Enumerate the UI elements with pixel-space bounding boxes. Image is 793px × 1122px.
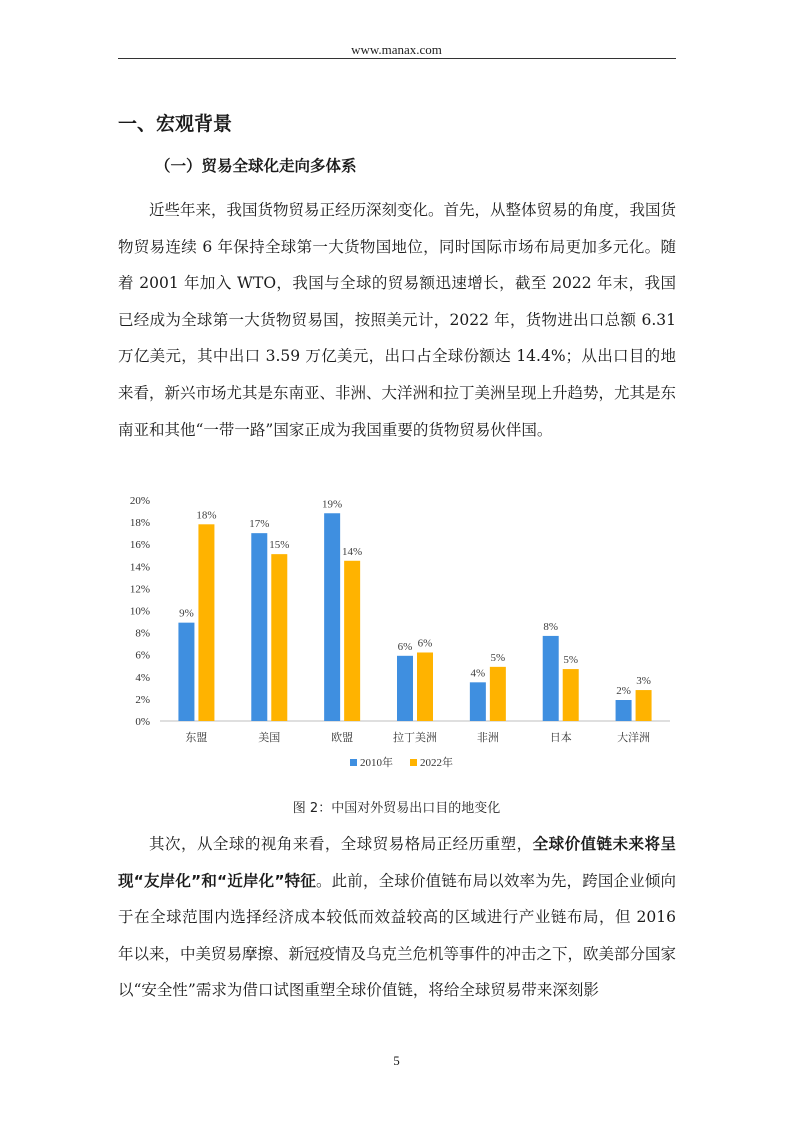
page-number: 5 <box>393 1053 400 1068</box>
bar-2022 <box>490 667 506 721</box>
header-divider <box>118 58 676 59</box>
x-tick-label: 非洲 <box>476 732 499 744</box>
paragraph-2-bold: 全球价值链未来将呈现“友岸化”和“近岸化”特征 <box>118 835 676 890</box>
y-tick-label: 2% <box>135 693 150 706</box>
data-label: 17% <box>249 518 270 531</box>
bar-2022 <box>271 554 287 721</box>
data-label: 2% <box>616 685 631 698</box>
data-label: 19% <box>322 498 343 511</box>
x-tick-label: 美国 <box>258 732 281 744</box>
bar-2010 <box>397 656 413 721</box>
legend-swatch <box>350 759 357 766</box>
x-tick-label: 东盟 <box>185 732 208 744</box>
y-tick-label: 18% <box>129 517 150 530</box>
data-label: 15% <box>269 539 290 552</box>
subsection-title: （一）贸易全球化走向多体系 <box>155 157 357 175</box>
y-tick-label: 16% <box>129 539 150 552</box>
y-tick-label: 0% <box>135 716 150 728</box>
paragraph-1 <box>118 192 676 448</box>
bar-2022 <box>417 652 433 721</box>
y-tick-label: 10% <box>129 605 150 618</box>
data-label: 9% <box>179 607 194 620</box>
bar-2022 <box>198 524 214 721</box>
data-label: 5% <box>563 654 579 667</box>
legend-swatch <box>410 759 417 766</box>
section-title: 一、宏观背景 <box>118 113 233 135</box>
bar-2010 <box>543 636 559 721</box>
x-tick-label: 拉丁美洲 <box>393 732 437 744</box>
y-tick-label: 20% <box>129 495 150 507</box>
paragraph-2-lead: 其次，从全球的视角来看，全球贸易格局正经历重塑， <box>149 835 533 853</box>
x-tick-label: 欧盟 <box>331 732 354 744</box>
bar-2010 <box>178 623 194 721</box>
bar-2010 <box>251 533 267 721</box>
bar-2010 <box>470 682 486 721</box>
data-label: 4% <box>470 667 486 680</box>
y-tick-label: 6% <box>135 649 150 662</box>
x-tick-label: 日本 <box>549 732 572 744</box>
data-label: 6% <box>417 637 433 650</box>
data-label: 3% <box>636 675 651 688</box>
data-label: 8% <box>543 620 559 633</box>
data-label: 14% <box>342 545 363 558</box>
chart-svg <box>118 488 678 780</box>
bar-2010 <box>324 513 340 721</box>
data-label: 5% <box>490 651 506 664</box>
y-tick-label: 12% <box>129 583 150 596</box>
bar-2022 <box>344 561 360 721</box>
figure-caption: 图 2：中国对外贸易出口目的地变化 <box>292 801 501 816</box>
y-tick-label: 4% <box>135 671 150 684</box>
bar-2010 <box>616 700 632 721</box>
paragraph-2-rest: 。此前，全球价值链布局以效率为先，跨国企业倾向于在全球范围内选择经济成本较低而效益较高的区域进行产业链布局，但 2016 年以来，中美贸易摩擦、新冠疫情及乌克兰危机等事件的冲击之下，欧美部分国家以“安全性”需求为借口试图重塑全球价值链，将给全球贸易带来深刻影 <box>118 871 677 1000</box>
bar-2022 <box>563 669 579 721</box>
header-url: www.manax.com <box>351 42 442 57</box>
bar-2022 <box>636 690 652 721</box>
y-tick-label: 8% <box>135 627 150 640</box>
data-label: 6% <box>397 640 413 653</box>
y-tick-label: 14% <box>129 561 150 574</box>
paragraph-1-text: 近些年来，我国货物贸易正经历深刻变化。首先，从整体贸易的角度，我国货物贸易连续 6 年保持全球第一大货物国地位，同时国际市场布局更加多元化。随着 2001 年加入 WTO，我国与全球的贸易额迅速增长，截至 2022 年末，我国已经成为全球第一大货物贸易国，按照美元计，2022 年，货物进出口总额 6.31 万亿美元，其中出口 3.59 万亿美元，出口占全球份额达 14.4%；从出口目的地来看，新兴市场尤其是东南亚、非洲、大洋洲和拉丁美洲呈现上升趋势，尤其是东南亚和其他“一带一路”国家正成为我国重要的货物贸易伙伴国。 <box>118 201 677 439</box>
legend-label: 2022年 <box>420 757 453 769</box>
legend-label: 2010年 <box>360 757 393 769</box>
paragraph-2-text <box>118 826 676 1009</box>
x-tick-label: 大洋洲 <box>617 732 651 744</box>
data-label: 18% <box>196 509 217 522</box>
bar-chart <box>118 488 678 780</box>
paragraph-2 <box>118 826 676 1009</box>
